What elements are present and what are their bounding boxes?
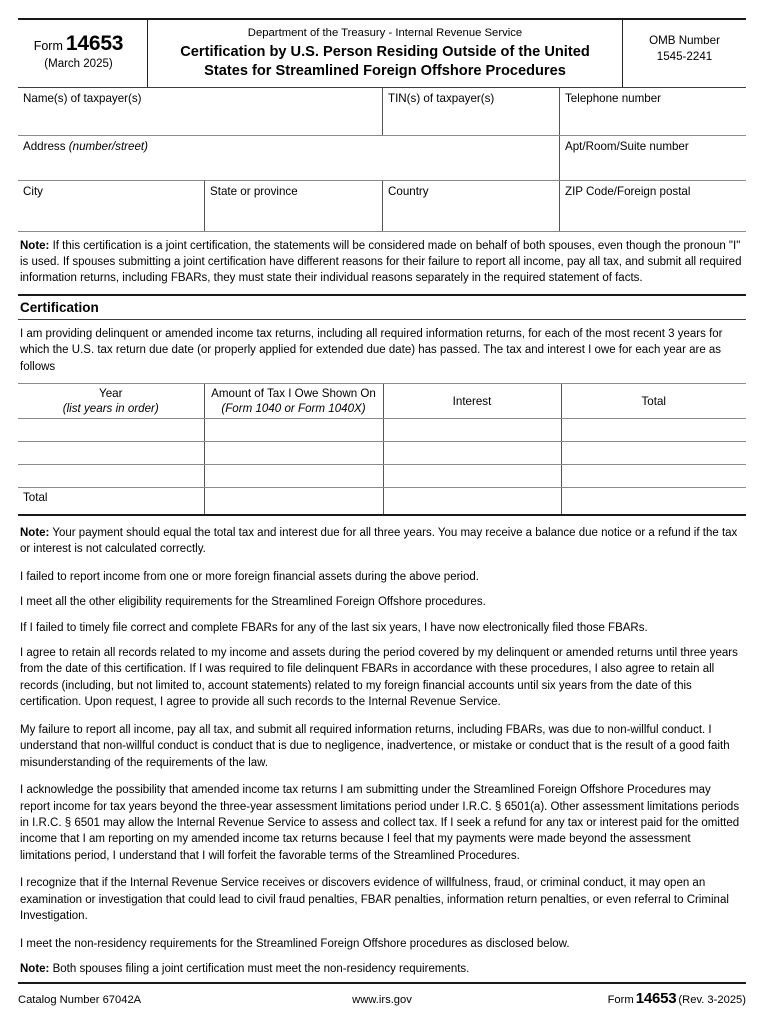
statement-text: I agree to retain all records related to my income and assets during the period covered by my delinquent or amended returns until three years from the date of this certification. If I was required to file delinquent FBARs in accordance with these procedures, I also agree to retain all records (including, but not limited to, account statements) related to my foreign financial accounts until six years from the date of this certification. Upon request, I agree to provide all such records to the Internal Revenue Service. — [20, 647, 738, 709]
apt-field-label: Apt/Room/Suite number — [565, 139, 689, 153]
statement-non-residency — [18, 936, 746, 952]
zip-field-label: ZIP Code/Foreign postal — [565, 184, 691, 198]
telephone-field[interactable] — [560, 88, 746, 135]
cell-total[interactable] — [561, 465, 746, 488]
address-field[interactable] — [18, 136, 560, 180]
city-state-row — [18, 181, 746, 232]
certification-intro: I am providing delinquent or amended income tax returns, including all required information returns, for each of the most recent 3 years for which the U.S. tax return due date (or properly applied for extended due date) has passed. The tax and interest I owe for each year are as follows — [20, 327, 723, 373]
total-row-label: Total — [18, 488, 204, 514]
city-field[interactable] — [18, 181, 205, 231]
table-row — [18, 419, 746, 442]
tin-field-label: TIN(s) of taxpayer(s) — [388, 91, 495, 105]
footer-form-number: 14653 — [635, 990, 677, 1007]
statement-text: If I failed to timely file correct and complete FBARs for any of the last six years, I have now electronically filed those FBARs. — [20, 621, 648, 634]
statement-retain-records — [18, 645, 746, 711]
tax-table-header-row — [18, 384, 746, 419]
statement-bold-lead: Note: — [20, 526, 50, 539]
certification-heading: Certification — [20, 299, 99, 315]
omb-label: OMB Number — [649, 34, 720, 47]
statement-assessment-limitations — [18, 782, 746, 864]
cell-interest[interactable] — [383, 419, 561, 442]
cell-year[interactable] — [18, 419, 204, 442]
statement-spouses-note — [18, 961, 746, 977]
form-date: (March 2025) — [44, 58, 113, 71]
column-header-amount — [204, 384, 383, 419]
tax-table — [18, 384, 746, 514]
statement-text: My failure to report all income, pay all tax, and submit all required information returns, including FBARs, was due to non-willful conduct. I understand that non-willful conduct is conduct that is due to negligence, inadvertence, or mistake or conduct that is the result of a good faith misunderstanding of the requirements of the law. — [20, 723, 730, 769]
form-number-line — [18, 32, 139, 55]
column-title: Amount of Tax I Owe Shown On — [211, 387, 376, 401]
tax-table-wrapper — [18, 383, 746, 516]
cell-interest[interactable] — [383, 442, 561, 465]
statement-text: I meet the non-residency requirements for the Streamlined Foreign Offshore procedures as disclosed below. — [20, 937, 570, 950]
form-label: Form — [33, 39, 63, 53]
statement-text: I failed to report income from one or more foreign financial assets during the above period. — [20, 570, 479, 583]
statement-text: Your payment should equal the total tax and interest due for all three years. You may receive a balance due notice or a refund if the tax or interest is not calculated correctly. — [20, 526, 738, 556]
total-cell-total[interactable] — [561, 488, 746, 514]
statement-non-willful — [18, 722, 746, 771]
statement-bold-lead: Note: — [20, 963, 50, 976]
column-title: Interest — [452, 394, 492, 408]
cell-amount[interactable] — [204, 442, 383, 465]
column-header-total — [561, 384, 746, 419]
statement-payment-note — [18, 525, 746, 558]
country-field-label: Country — [388, 184, 429, 198]
cell-total[interactable] — [561, 419, 746, 442]
statement-text: I meet all the other eligibility requirements for the Streamlined Foreign Offshore procedures. — [20, 596, 486, 609]
form-number: 14653 — [65, 32, 124, 55]
cell-total[interactable] — [561, 442, 746, 465]
form-title-line-2: States for Streamlined Foreign Offshore Procedures — [204, 62, 566, 79]
form-title-line-1: Certification by U.S. Person Residing Outside of the United — [180, 44, 590, 61]
table-row — [18, 465, 746, 488]
telephone-field-label: Telephone number — [565, 91, 662, 105]
statement-text: I acknowledge the possibility that amended income tax returns I am submitting under the Streamlined Foreign Offshore Procedures may report income for tax years beyond the three-year assessment limitations period under I.R.C. § 6501(a). Other assessment limitations periods in I.R.C. § 6501 may allow the Internal Revenue Service to assess and collect tax. If I seek a refund for any tax or interest paid for the omitted income that I am reporting on my amended income tax returns because I feel that my payments were made beyond the assessment limitations period, I understand that I will forfeit the favorable terms of the Streamlined Procedures. — [20, 784, 740, 862]
state-field[interactable] — [205, 181, 383, 231]
statement-text: I recognize that if the Internal Revenue Service receives or discovers evidence of willfulness, fraud, or criminal conduct, it may open an examination or investigation that could lead to civil fraud penalties, FBAR penalties, information return penalties, or even referral to Criminal Investigation. — [20, 877, 729, 923]
cell-amount[interactable] — [204, 465, 383, 488]
form-footer — [18, 982, 746, 1007]
omb-value: 1545-2241 — [656, 50, 713, 64]
address-field-hint: (number/street) — [68, 139, 149, 153]
catalog-number: Catalog Number 67042A — [18, 994, 142, 1006]
address-row — [18, 136, 746, 181]
joint-note-label: Note: — [20, 239, 50, 252]
total-cell-amount[interactable] — [204, 488, 383, 514]
column-title: Total — [641, 394, 666, 408]
joint-certification-note — [18, 232, 746, 294]
omb-block — [623, 20, 746, 87]
taxpayer-identity-row — [18, 88, 746, 136]
column-subtitle: (Form 1040 or Form 1040X) — [221, 402, 366, 416]
statement-fbar-filed — [18, 620, 746, 636]
name-field-label: Name(s) of taxpayer(s) — [23, 91, 142, 105]
column-subtitle: (list years in order) — [62, 402, 159, 416]
column-header-interest — [383, 384, 561, 419]
name-field[interactable] — [18, 88, 383, 135]
cell-year[interactable] — [18, 442, 204, 465]
column-header-year — [18, 384, 204, 419]
form-sheet — [18, 18, 746, 986]
form-title-block — [148, 20, 623, 87]
tin-field[interactable] — [383, 88, 560, 135]
statement-willfulness-risk — [18, 875, 746, 924]
irs-website[interactable]: www.irs.gov — [352, 994, 412, 1006]
column-title: Year — [99, 387, 123, 401]
joint-note-text: If this certification is a joint certification, the statements will be considered made on behalf of both spouses, even though the pronoun "I" is used. If spouses submitting a joint certification have different reasons for their failure to report all income, pay all tax, and submit all required information returns, including FBARs, they must state their individual reasons separately in the required statement of facts. — [20, 239, 742, 285]
footer-form-id — [498, 990, 746, 1007]
zip-field[interactable] — [560, 181, 746, 231]
statement-eligibility — [18, 594, 746, 610]
country-field[interactable] — [383, 181, 560, 231]
cell-interest[interactable] — [383, 465, 561, 488]
form-number-block — [18, 20, 148, 87]
state-field-label: State or province — [210, 184, 298, 198]
footer-revision: (Rev. 3-2025) — [678, 994, 746, 1006]
statement-text: Both spouses filing a joint certification must meet the non-residency requirements. — [49, 963, 470, 976]
cell-amount[interactable] — [204, 419, 383, 442]
table-row — [18, 442, 746, 465]
department-line: Department of the Treasury - Internal Revenue Service — [247, 27, 523, 39]
statements-block — [18, 516, 746, 978]
form-header — [18, 18, 746, 88]
table-total-row — [18, 488, 746, 514]
cell-year[interactable] — [18, 465, 204, 488]
city-field-label: City — [23, 184, 43, 198]
apt-field[interactable] — [560, 136, 746, 180]
address-field-label: Address — [23, 139, 66, 153]
footer-form-label: Form — [607, 994, 634, 1006]
statement-failed-report-income — [18, 569, 746, 585]
total-cell-interest[interactable] — [383, 488, 561, 514]
